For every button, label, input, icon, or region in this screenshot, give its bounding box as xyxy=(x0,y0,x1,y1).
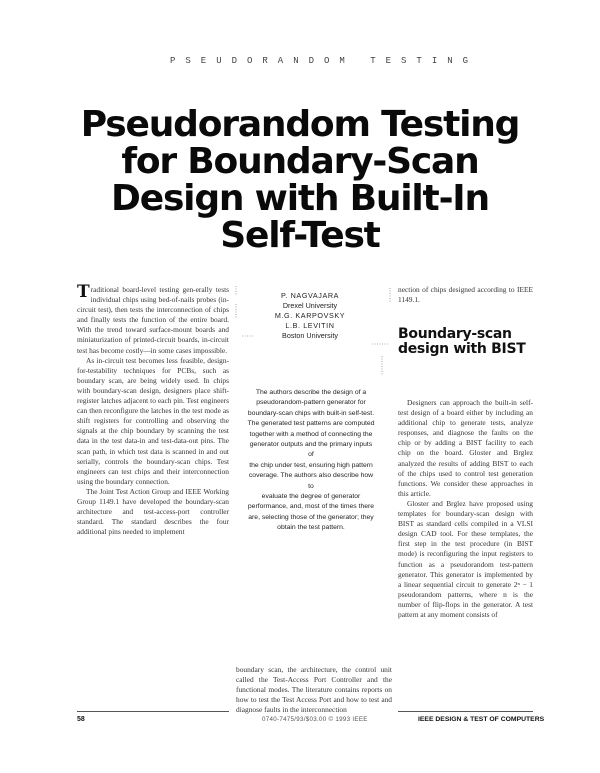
abstract-line: obtain the test pattern. xyxy=(277,524,345,532)
author-name: P. NAGVAJARA xyxy=(280,291,340,300)
right-column-continuation xyxy=(398,285,533,305)
body-paragraph: Gloster and Brglez have proposed using templates for boundary-scan design with BIST as standard cells compiled in a VLSI design CAD tool. For these templates, the first step in the test procedure (in BIST mode) is reconfiguring the input registers to function as a pseudorandom test-pattern generator. This generator is implemented by a linear sequential circuit to generate 2ⁿ − 1 pseudorandom patterns, where n is the number of flip-flops in the generator. A test pattern at any moment consists of xyxy=(398,498,533,619)
running-head: PSEUDORANDOM TESTING xyxy=(170,56,479,66)
abstract-line: performance, and, most of the times there xyxy=(247,503,375,511)
footer-rule xyxy=(398,711,533,712)
body-paragraph: As in-circuit test becomes less feasible, design-for-testability techniques for PCBs, such as boundary scan, are being widely used. In chips with boundary-scan design, designers place shift-register latches adjacent to each pin. Test engineers can then reconfigure the latches in the test mode as shift registers for controlling and observing the signals at the chip boundary by scanning the test data in the test data-in and test-data-out pins. The scan path, in which test data is scanned in and out serially, controls the boundary-scan chips. Test engineers can test chips and their interconnection using the boundary connection. xyxy=(77,355,229,486)
title-line: Pseudorandom Testing xyxy=(80,104,520,145)
body-paragraph: Designers can approach the built-in self-test design of a board either by including an additional chip to generate tests, analyze responses, and diagnose the faults on the chip or by adding a BIST facility to each chip on the board. Gloster and Brglez analyzed the results of adding BIST to each of the chips used to control test generation functions. We consider these approaches in this article. xyxy=(398,398,533,498)
abstract-line: generator outputs and the primary inputs of xyxy=(249,441,373,459)
journal-name: IEEE DESIGN & TEST OF COMPUTERS xyxy=(418,716,545,723)
section-heading: Boundary-scan design with BIST xyxy=(398,326,526,357)
abstract-line: boundary-scan chips with built-in self-test. xyxy=(247,409,375,417)
body-paragraph: The Joint Test Action Group and IEEE Working Group 1149.1 have developed the boundary-scan architecture and test-access-port controller standard. The standard describes the four additional pins needed to implement xyxy=(77,486,229,537)
left-column xyxy=(77,282,229,537)
abstract-line: coverage. The authors also describe how to xyxy=(248,472,374,490)
author-name: L.B. LEVITIN xyxy=(285,321,335,330)
body-paragraph: nection of chips designed according to IEEE 1149.1. xyxy=(398,285,533,305)
page-number: 58 xyxy=(77,716,85,723)
title-line: Self-Test xyxy=(220,215,380,256)
title-line: for Boundary-Scan xyxy=(121,141,479,182)
paragraph-text: raditional board-level testing gen-erally tests individual chips using bed-of-nails probes (in-circuit test), then tests the interconnection of chips and finally tests the function of the entire board. With the trend toward surface-mount boards and miniaturization of printed-circuit boards, in-circuit test has become costly—in some cases impossible. xyxy=(77,285,229,355)
article-title xyxy=(70,106,530,254)
abstract-line: The generated test patterns are computed xyxy=(247,420,375,428)
author-byline xyxy=(250,291,370,341)
abstract-line: the chip under test, ensuring high pattern xyxy=(249,461,373,469)
abstract-line: together with a method of connecting the xyxy=(249,430,373,438)
abstract xyxy=(247,388,375,534)
intro-paragraph xyxy=(77,282,229,356)
abstract-line: evaluate the degree of generator xyxy=(261,493,361,501)
right-column xyxy=(398,398,533,620)
copyright-line: 0740-7475/93/$03.00 © 1993 IEEE xyxy=(262,716,368,723)
abstract-line: are, selecting those of the generator; they xyxy=(248,513,374,521)
footer-rule xyxy=(77,711,229,712)
middle-column xyxy=(236,665,392,715)
abstract-line: The authors describe the design of a xyxy=(255,389,367,396)
author-affiliation: Boston University xyxy=(282,331,338,340)
abstract-line: pseudorandom-pattern generator for xyxy=(256,399,366,407)
title-line: Design with Built-In xyxy=(111,178,489,219)
author-affiliation: Drexel University xyxy=(282,301,338,310)
body-paragraph: boundary scan, the architecture, the control unit called the Test-Access Port Controller and the functional modes. The literature contains reports on how to test the Test Access Port and how to test and diagnose faults in the interconnection xyxy=(236,665,392,715)
author-name: M.G. KARPOVSKY xyxy=(274,311,346,320)
drop-cap: T xyxy=(77,282,90,302)
